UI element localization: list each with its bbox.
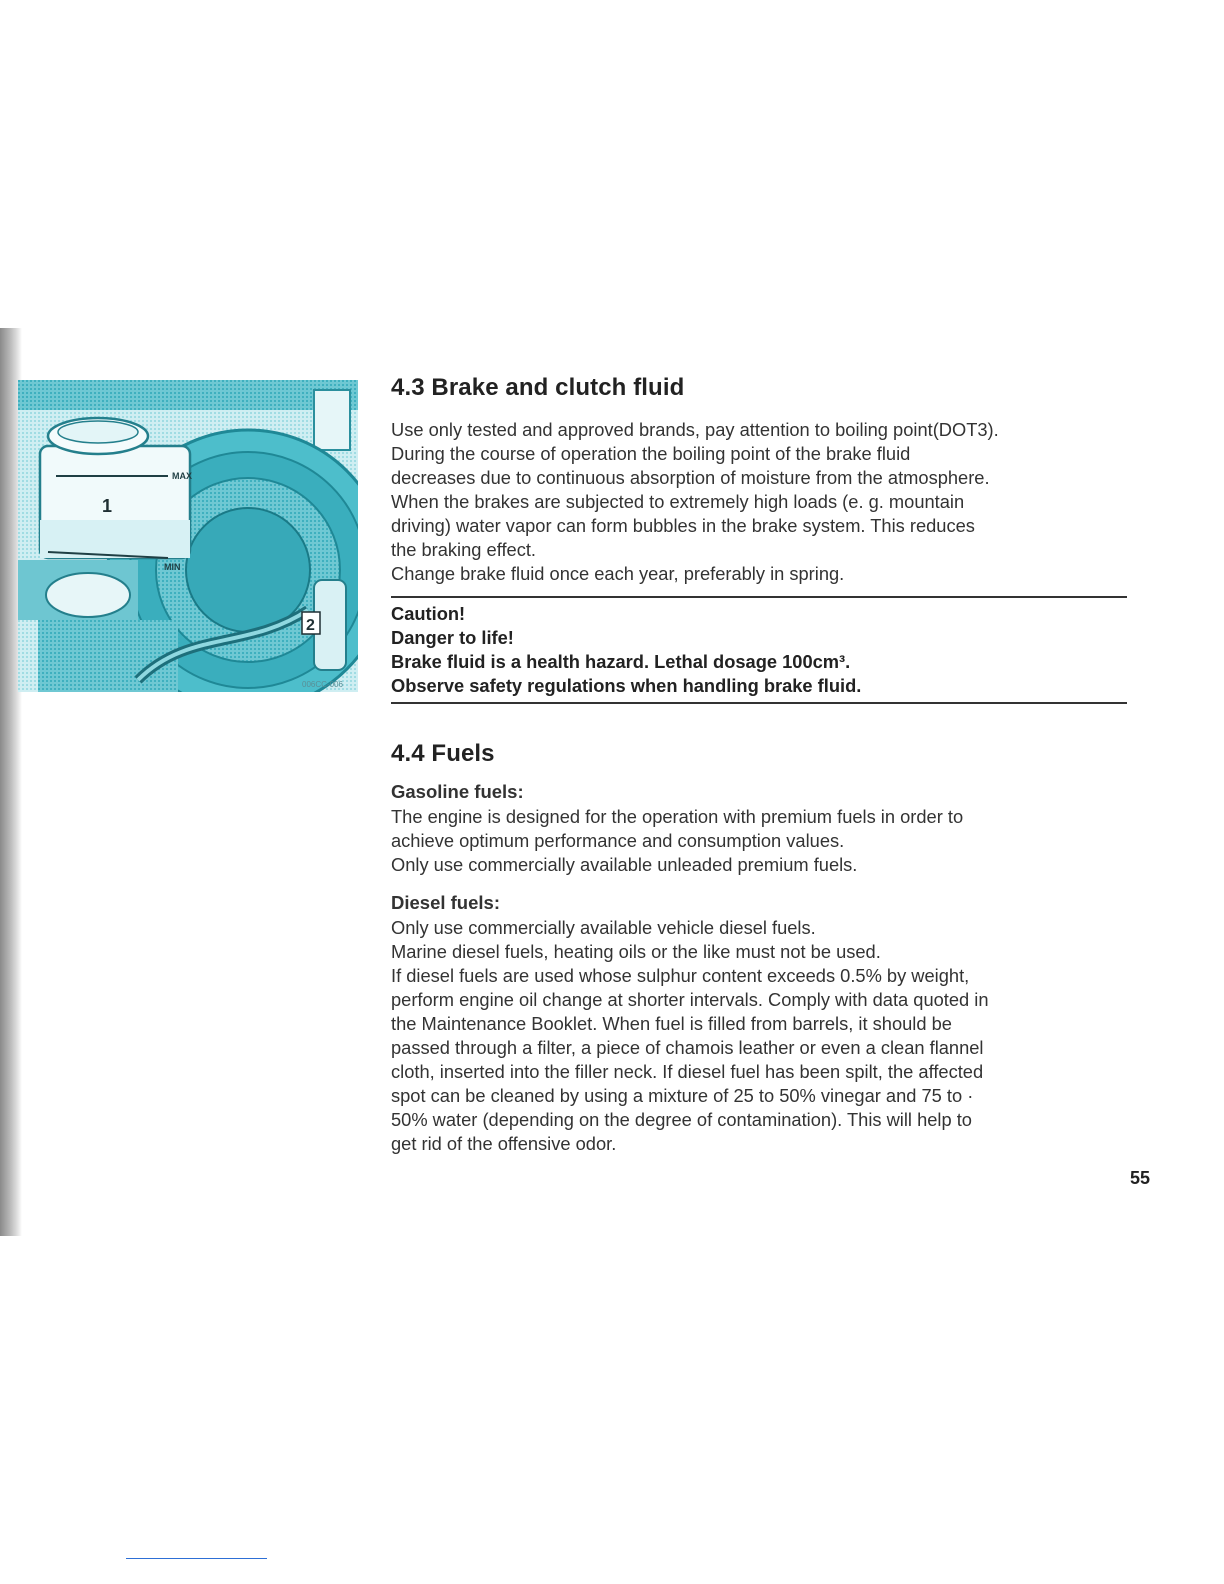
text-line: Only use commercially available unleaded premium fuels. <box>391 854 858 875</box>
text-line: perform engine oil change at shorter intervals. Comply with data quoted in <box>391 989 989 1010</box>
text-line: the Maintenance Booklet. When fuel is filled from barrels, it should be <box>391 1013 952 1034</box>
text-line: achieve optimum performance and consumption values. <box>391 830 845 851</box>
page-content <box>391 372 1127 1156</box>
brake-fluid-paragraph <box>391 418 1127 586</box>
text-line: Marine diesel fuels, heating oils or the like must not be used. <box>391 941 881 962</box>
section-heading-brake-clutch-fluid: 4.3 Brake and clutch fluid <box>391 374 685 401</box>
text-line: spot can be cleaned by using a mixture of 25 to 50% vinegar and 75 to · <box>391 1085 974 1106</box>
diesel-paragraph <box>391 916 1127 1156</box>
caution-danger-line: Danger to life! <box>391 627 514 648</box>
text-line: Change brake fluid once each year, preferably in spring. <box>391 563 845 584</box>
gasoline-paragraph <box>391 805 1127 877</box>
text-line: cloth, inserted into the filler neck. If diesel fuel has been spilt, the affected <box>391 1061 984 1082</box>
caution-box <box>391 596 1127 704</box>
text-line: 50% water (depending on the degree of contamination). This will help to <box>391 1109 972 1130</box>
text-line: When the brakes are subjected to extremely high loads (e. g. mountain <box>391 491 965 512</box>
callout-1: 1 <box>102 496 113 516</box>
subheading-diesel-fuels: Diesel fuels: <box>391 892 500 913</box>
text-line: Only use commercially available vehicle diesel fuels. <box>391 917 816 938</box>
text-line: decreases due to continuous absorption of moisture from the atmosphere. <box>391 467 990 488</box>
page-number: 55 <box>1130 1168 1151 1188</box>
max-label: MAX <box>172 471 192 481</box>
text-line: the braking effect. <box>391 539 536 560</box>
section-heading-fuels: 4.4 Fuels <box>391 740 495 767</box>
caution-observe-line: Observe safety regulations when handling brake fluid. <box>391 675 862 696</box>
text-line: passed through a filter, a piece of chamois leather or even a clean flannel <box>391 1037 984 1058</box>
caution-hazard-line: Brake fluid is a health hazard. Lethal dosage 100cm³. <box>391 651 851 672</box>
brake-fluid-reservoir-illustration <box>18 380 358 692</box>
min-label: MIN <box>164 562 181 572</box>
text-line: The engine is designed for the operation with premium fuels in order to <box>391 806 964 827</box>
text-line: During the course of operation the boiling point of the brake fluid <box>391 443 911 464</box>
text-line: get rid of the offensive odor. <box>391 1133 617 1154</box>
footer-rule <box>126 1558 267 1559</box>
text-line: Use only tested and approved brands, pay attention to boiling point(DOT3). <box>391 419 999 440</box>
figure-code: 006CC-006 <box>302 680 343 689</box>
text-line: If diesel fuels are used whose sulphur content exceeds 0.5% by weight, <box>391 965 970 986</box>
caution-title: Caution! <box>391 603 466 624</box>
callout-2: 2 <box>306 617 315 634</box>
text-line: driving) water vapor can form bubbles in the brake system. This reduces <box>391 515 975 536</box>
subheading-gasoline-fuels: Gasoline fuels: <box>391 781 524 802</box>
